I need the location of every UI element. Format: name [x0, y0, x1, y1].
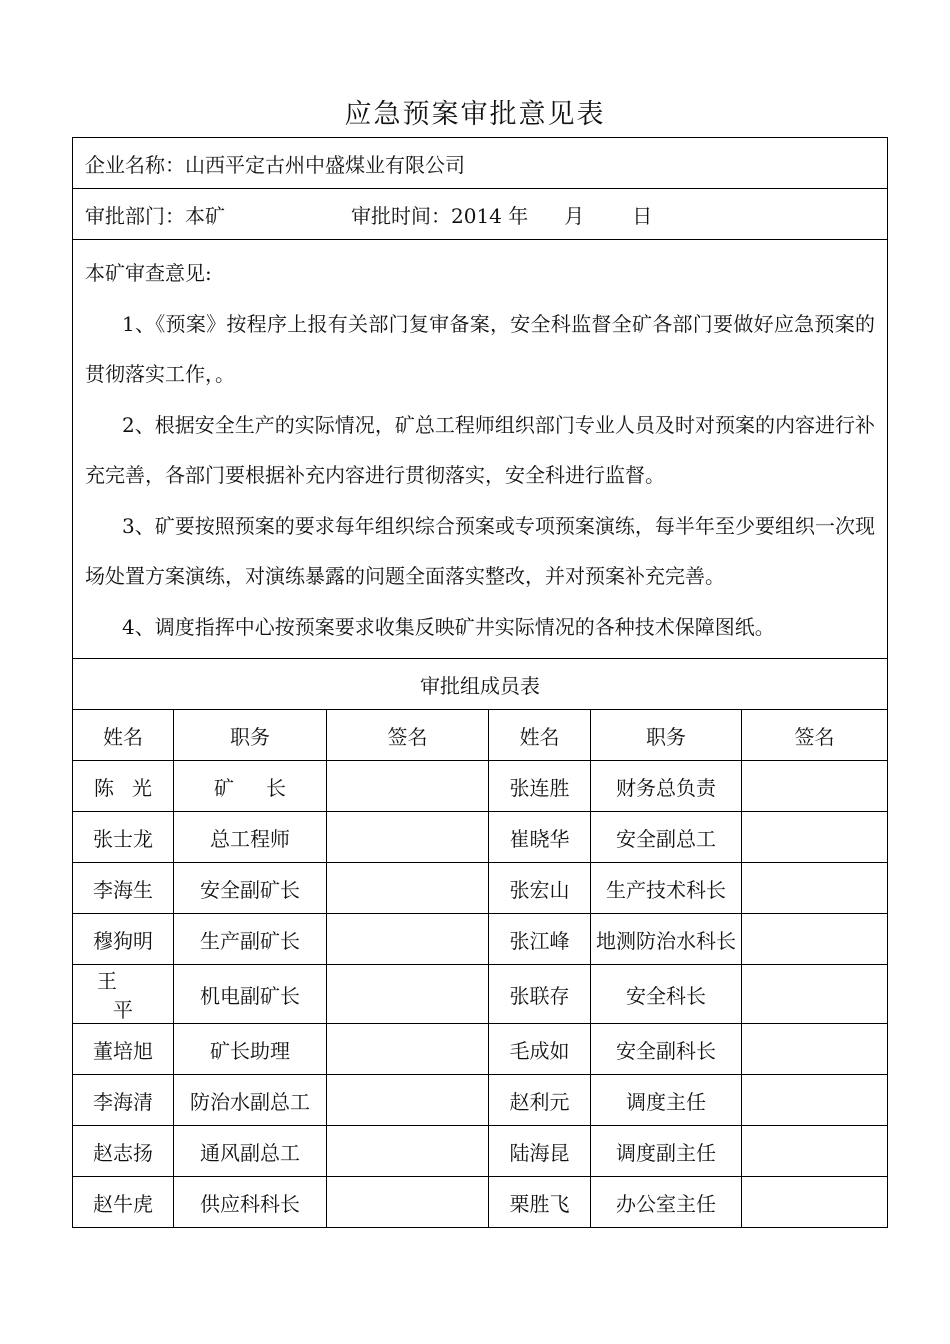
approval-day: 日 [632, 203, 653, 228]
member-name: 陆海昆 [489, 1126, 591, 1177]
enterprise-name: 山西平定古州中盛煤业有限公司 [185, 152, 465, 177]
member-name: 王平 [73, 965, 174, 1024]
approval-info-cell [73, 189, 888, 240]
members-header-row [73, 710, 888, 761]
member-name: 李海生 [73, 863, 174, 914]
member-name: 栗胜飞 [489, 1177, 591, 1228]
opinion-item-3: 3、矿要按照预案的要求每年组织综合预案或专项预案演练，每半年至少要组织一次现场处置方案演练，对演练暴露的问题全面落实整改，并对预案补充完善。 [85, 513, 875, 588]
opinion-row [73, 240, 888, 659]
member-title: 机电副矿长 [174, 965, 327, 1024]
opinion-heading: 本矿审查意见: [85, 261, 212, 285]
member-title: 调度主任 [591, 1075, 742, 1126]
enterprise-cell [73, 138, 888, 189]
signature-field[interactable] [327, 863, 489, 914]
member-name: 崔晓华 [489, 812, 591, 863]
member-title: 安全科长 [591, 965, 742, 1024]
table-row [73, 1177, 888, 1228]
member-title: 安全副总工 [591, 812, 742, 863]
signature-field[interactable] [742, 914, 888, 965]
signature-field[interactable] [742, 812, 888, 863]
opinion-item-2: 2、根据安全生产的实际情况，矿总工程师组织部门专业人员及时对预案的内容进行补充完善，各部门要根据补充内容进行贯彻落实，安全科进行监督。 [85, 412, 875, 487]
member-name: 陈光 [73, 761, 174, 812]
signature-field[interactable] [742, 1075, 888, 1126]
signature-field[interactable] [742, 863, 888, 914]
table-row [73, 914, 888, 965]
member-title: 财务总负责 [591, 761, 742, 812]
table-row [73, 812, 888, 863]
member-title: 通风副总工 [174, 1126, 327, 1177]
table-row [73, 1075, 888, 1126]
approval-dept-value: 本矿 [185, 203, 225, 228]
member-title: 供应科科长 [174, 1177, 327, 1228]
member-title: 总工程师 [174, 812, 327, 863]
member-title: 生产副矿长 [174, 914, 327, 965]
signature-field[interactable] [742, 1126, 888, 1177]
signature-field[interactable] [327, 965, 489, 1024]
member-title: 安全副矿长 [174, 863, 327, 914]
signature-field[interactable] [327, 1024, 489, 1075]
table-row [73, 761, 888, 812]
signature-field[interactable] [742, 761, 888, 812]
members-table-caption: 审批组成员表 [73, 659, 888, 710]
approval-year: 2014 年 [451, 203, 529, 228]
header-signature-right: 签名 [742, 710, 888, 761]
signature-field[interactable] [327, 1126, 489, 1177]
member-name: 李海清 [73, 1075, 174, 1126]
member-title: 防治水副总工 [174, 1075, 327, 1126]
header-signature-left: 签名 [327, 710, 489, 761]
signature-field[interactable] [742, 1024, 888, 1075]
member-name: 赵牛虎 [73, 1177, 174, 1228]
opinion-item-1: 1、《预案》按程序上报有关部门复审备案，安全科监督全矿各部门要做好应急预案的贯彻落实工作，。 [85, 311, 875, 386]
header-title-right: 职务 [591, 710, 742, 761]
approval-time-label: 审批时间： [351, 203, 451, 228]
opinion-cell [73, 240, 888, 659]
table-row [73, 1126, 888, 1177]
member-title: 办公室主任 [591, 1177, 742, 1228]
signature-field[interactable] [742, 965, 888, 1024]
signature-field[interactable] [742, 1177, 888, 1228]
table-row [73, 1024, 888, 1075]
member-name: 张联存 [489, 965, 591, 1024]
enterprise-row [73, 138, 888, 189]
member-title: 生产技术科长 [591, 863, 742, 914]
signature-field[interactable] [327, 812, 489, 863]
approval-dept-label: 审批部门： [85, 203, 185, 228]
table-row [73, 863, 888, 914]
header-name-left: 姓名 [73, 710, 174, 761]
signature-field[interactable] [327, 1075, 489, 1126]
signature-field[interactable] [327, 1177, 489, 1228]
approval-month: 月 [564, 203, 585, 228]
enterprise-label: 企业名称： [85, 152, 185, 177]
signature-field[interactable] [327, 761, 489, 812]
page-title: 应急预案审批意见表 [344, 99, 606, 130]
approval-info-row [73, 189, 888, 240]
members-caption-row [73, 659, 888, 710]
member-title: 矿长 [174, 761, 327, 812]
member-title: 矿长助理 [174, 1024, 327, 1075]
approval-form-table [72, 137, 888, 1228]
member-name: 张连胜 [489, 761, 591, 812]
member-name: 张士龙 [73, 812, 174, 863]
member-name: 张宏山 [489, 863, 591, 914]
member-title: 调度副主任 [591, 1126, 742, 1177]
member-name: 毛成如 [489, 1024, 591, 1075]
member-name: 赵志扬 [73, 1126, 174, 1177]
header-name-right: 姓名 [489, 710, 591, 761]
header-title-left: 职务 [174, 710, 327, 761]
member-name: 张江峰 [489, 914, 591, 965]
member-name: 董培旭 [73, 1024, 174, 1075]
table-row [73, 965, 888, 1024]
opinion-item-4: 4、调度指挥中心按预案要求收集反映矿井实际情况的各种技术保障图纸。 [122, 614, 775, 639]
member-name: 穆狗明 [73, 914, 174, 965]
member-name: 赵利元 [489, 1075, 591, 1126]
member-title: 安全副科长 [591, 1024, 742, 1075]
member-title: 地测防治水科长 [591, 914, 742, 965]
signature-field[interactable] [327, 914, 489, 965]
